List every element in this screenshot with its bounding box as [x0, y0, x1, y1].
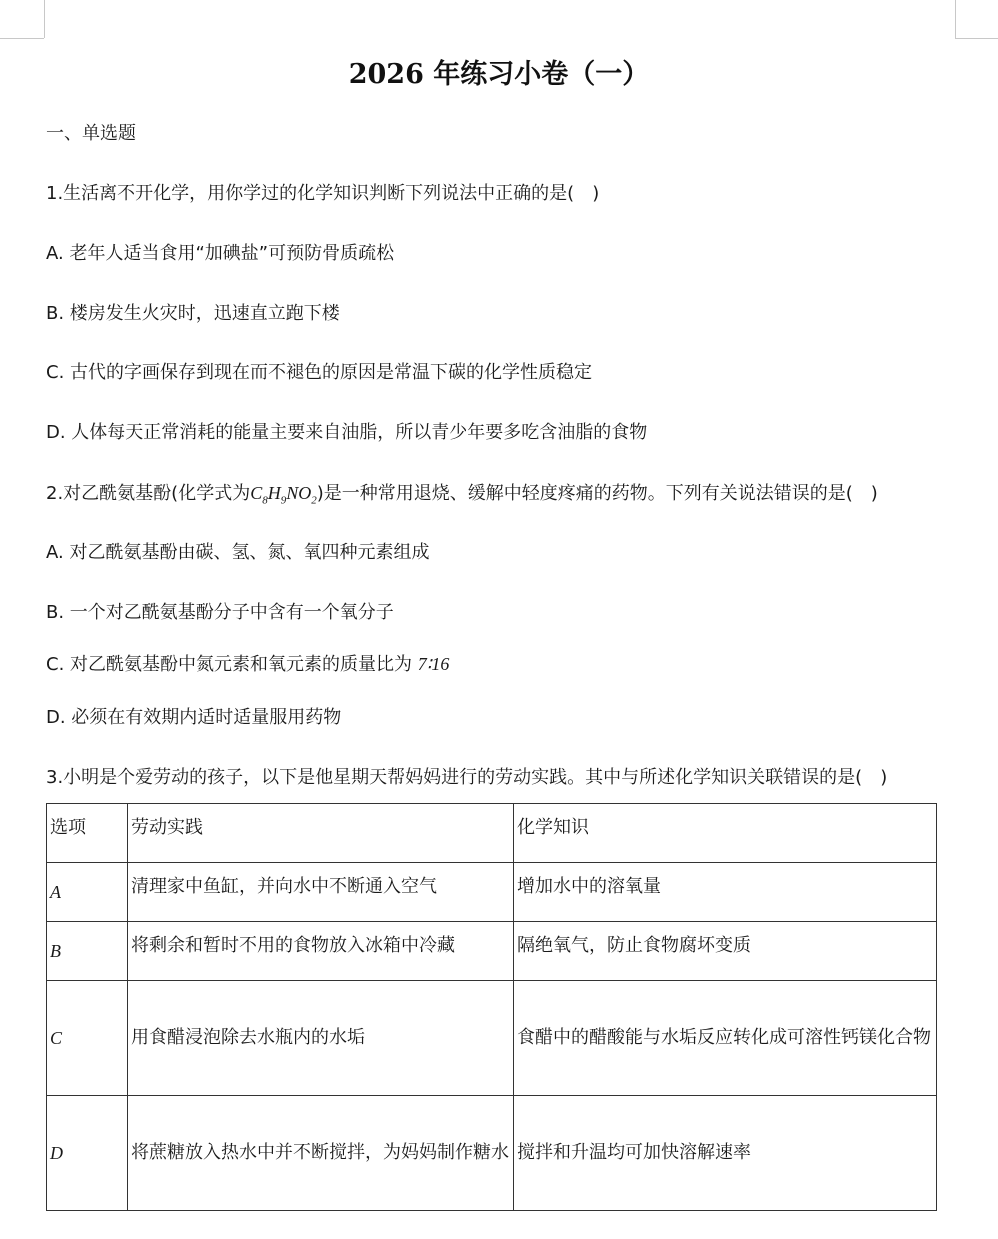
question-2-option-a: A. 对乙酰氨基酚由碳、氢、氮、氧四种元素组成	[46, 542, 430, 563]
row-option: C	[47, 981, 128, 1096]
mass-ratio: 7∶16	[417, 654, 450, 674]
question-2-option-d: D. 必须在有效期内适时适量服用药物	[46, 707, 342, 728]
crop-mark	[44, 0, 45, 38]
question-1-option-c: C. 古代的字画保存到现在而不褪色的原因是常温下碳的化学性质稳定	[46, 362, 593, 383]
table-row	[47, 1096, 937, 1211]
row-knowledge: 增加水中的溶氧量	[514, 863, 937, 922]
question-2-option-b: B. 一个对乙酰氨基酚分子中含有一个氧分子	[46, 602, 394, 623]
header-option: 选项	[47, 804, 128, 863]
table-row	[47, 981, 937, 1096]
row-practice: 清理家中鱼缸，并向水中不断通入空气	[128, 863, 514, 922]
question-2-stem-suffix: )是一种常用退烧、缓解中轻度疼痛的药物。下列有关说法错误的是( )	[316, 483, 878, 504]
question-1-option-a: A. 老年人适当食用“加碘盐”可预防骨质疏松	[46, 243, 395, 264]
table-row	[47, 863, 937, 922]
question-2-option-c	[46, 650, 449, 676]
section-heading: 一、单选题	[46, 123, 136, 144]
formula-hydrogen: H	[267, 483, 281, 503]
question-2-option-c-text: C. 对乙酰氨基酚中氮元素和氧元素的质量比为	[46, 654, 418, 675]
question-2-stem	[46, 479, 878, 507]
formula-carbon-count: 8	[262, 494, 268, 507]
question-1-option-b: B. 楼房发生火灾时，迅速直立跑下楼	[46, 303, 340, 324]
table-row	[47, 922, 937, 981]
header-knowledge: 化学知识	[514, 804, 937, 863]
row-practice: 将蔗糖放入热水中并不断搅拌，为妈妈制作糖水	[128, 1096, 514, 1211]
crop-mark	[955, 38, 998, 39]
row-knowledge: 食醋中的醋酸能与水垢反应转化成可溶性钙镁化合物	[514, 981, 937, 1096]
crop-mark	[955, 0, 956, 38]
formula-oxygen-count: 2	[311, 494, 317, 507]
formula-nitrogen-oxygen: NO	[286, 483, 312, 503]
row-knowledge: 搅拌和升温均可加快溶解速率	[514, 1096, 937, 1211]
page-title: 2026 年练习小卷（一）	[348, 59, 650, 90]
header-practice: 劳动实践	[128, 804, 514, 863]
row-option: B	[47, 922, 128, 981]
row-practice: 将剩余和暂时不用的食物放入冰箱中冷藏	[128, 922, 514, 981]
row-option: A	[47, 863, 128, 922]
crop-mark	[0, 38, 44, 39]
formula-carbon: C	[250, 483, 263, 503]
question-3-table	[46, 803, 937, 1211]
table-header-row	[47, 804, 937, 863]
row-option: D	[47, 1096, 128, 1211]
row-knowledge: 隔绝氧气，防止食物腐坏变质	[514, 922, 937, 981]
question-3-stem: 3.小明是个爱劳动的孩子，以下是他星期天帮妈妈进行的劳动实践。其中与所述化学知识关联错误的是( )	[46, 767, 888, 788]
row-practice: 用食醋浸泡除去水瓶内的水垢	[128, 981, 514, 1096]
question-2-stem-prefix: 2.对乙酰氨基酚(化学式为	[46, 483, 251, 504]
formula-hydrogen-count: 9	[280, 494, 287, 507]
question-1-option-d: D. 人体每天正常消耗的能量主要来自油脂，所以青少年要多吃含油脂的食物	[46, 422, 648, 443]
question-1-stem: 1.生活离不开化学，用你学过的化学知识判断下列说法中正确的是( )	[46, 183, 600, 204]
